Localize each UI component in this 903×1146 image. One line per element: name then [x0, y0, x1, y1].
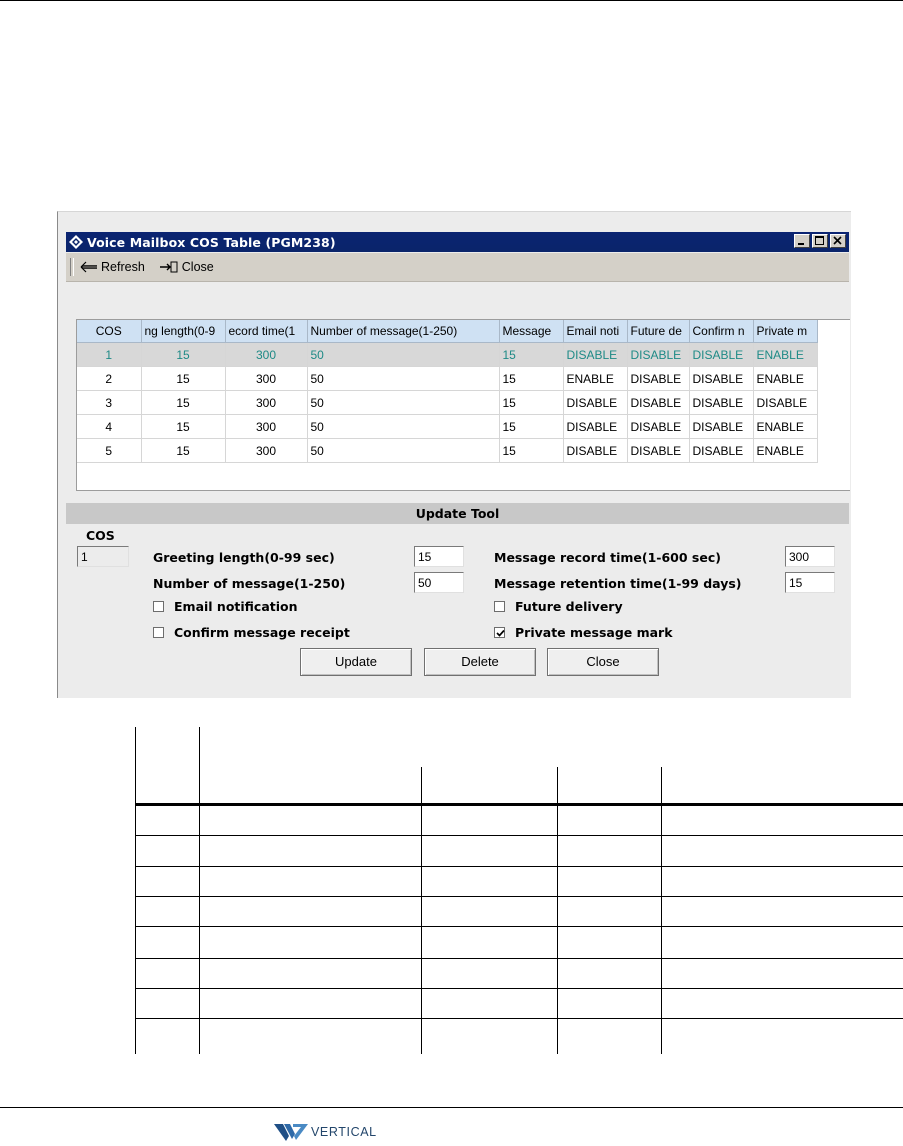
cell-private: ENABLE [753, 343, 817, 367]
close-icon [833, 236, 843, 246]
close-window-button[interactable] [830, 234, 846, 248]
cell-email: DISABLE [563, 415, 627, 439]
confirm-receipt-checkbox[interactable] [153, 625, 350, 640]
cell-greeting: 15 [141, 415, 225, 439]
col-header-future-delivery[interactable]: Future de [627, 320, 689, 343]
private-mark-label: Private message mark [515, 625, 673, 640]
cell-confirm: DISABLE [689, 391, 753, 415]
cell-email: DISABLE [563, 391, 627, 415]
cos-grid [77, 320, 818, 463]
window-title: Voice Mailbox COS Table (PGM238) [87, 234, 336, 250]
refresh-button[interactable] [80, 260, 145, 274]
refresh-label: Refresh [101, 260, 145, 274]
cell-private: ENABLE [753, 367, 817, 391]
email-notification-checkbox[interactable] [153, 599, 298, 614]
cell-retention: 15 [499, 439, 563, 463]
future-delivery-label: Future delivery [515, 599, 623, 614]
number-of-message-label: Number of message(1-250) [153, 576, 346, 591]
minimize-button[interactable] [794, 234, 810, 248]
empty-document-table [135, 727, 903, 1054]
future-delivery-box[interactable] [494, 601, 505, 612]
update-button[interactable]: Update [300, 648, 412, 676]
voice-mailbox-cos-window [66, 232, 849, 698]
cos-label: COS [86, 528, 115, 543]
table-rule [135, 926, 903, 927]
page-top-rule [0, 0, 903, 1]
table-row[interactable] [77, 391, 817, 415]
cell-retention: 15 [499, 367, 563, 391]
grid-header-row [77, 320, 817, 343]
table-rule [135, 958, 903, 959]
cell-record: 300 [225, 343, 307, 367]
table-rule [135, 866, 903, 867]
col-header-private-mark[interactable]: Private m [753, 320, 817, 343]
toolbar-close-button[interactable] [159, 260, 214, 274]
table-rule [135, 896, 903, 897]
cell-record: 300 [225, 391, 307, 415]
confirm-receipt-label: Confirm message receipt [174, 625, 350, 640]
table-row[interactable] [77, 439, 817, 463]
cell-confirm: DISABLE [689, 439, 753, 463]
cell-retention: 15 [499, 415, 563, 439]
cell-cos: 1 [77, 343, 141, 367]
cell-number: 50 [307, 343, 499, 367]
cell-confirm: DISABLE [689, 343, 753, 367]
email-notification-box[interactable] [153, 601, 164, 612]
table-row[interactable] [77, 343, 817, 367]
table-rule [135, 835, 903, 836]
cell-number: 50 [307, 391, 499, 415]
cell-cos: 3 [77, 391, 141, 415]
table-rule [661, 767, 662, 1054]
table-rule [135, 988, 903, 989]
cell-confirm: DISABLE [689, 367, 753, 391]
minimize-icon [797, 236, 807, 246]
col-header-message-retention[interactable]: Message [499, 320, 563, 343]
cos-field[interactable] [77, 546, 129, 567]
table-row[interactable] [77, 367, 817, 391]
exit-door-icon [159, 261, 179, 273]
greeting-length-label: Greeting length(0-99 sec) [153, 550, 335, 565]
record-time-input[interactable] [785, 546, 835, 567]
table-rule [199, 727, 200, 1054]
update-tool-header: Update Tool [66, 503, 849, 524]
page-bottom-rule [0, 1107, 903, 1108]
maximize-icon [815, 236, 825, 246]
cell-number: 50 [307, 367, 499, 391]
cell-greeting: 15 [141, 439, 225, 463]
col-header-greeting-length[interactable]: ng length(0-9 [141, 320, 225, 343]
col-header-record-time[interactable]: ecord time(1 [225, 320, 307, 343]
private-mark-box[interactable] [494, 627, 505, 638]
cell-cos: 5 [77, 439, 141, 463]
cell-retention: 15 [499, 343, 563, 367]
cell-cos: 4 [77, 415, 141, 439]
cell-future: DISABLE [627, 343, 689, 367]
cell-future: DISABLE [627, 439, 689, 463]
cell-greeting: 15 [141, 367, 225, 391]
cell-cos: 2 [77, 367, 141, 391]
cell-record: 300 [225, 367, 307, 391]
col-header-email-notification[interactable]: Email noti [563, 320, 627, 343]
private-mark-checkbox[interactable] [494, 625, 673, 640]
table-rule [135, 1018, 903, 1019]
vertical-logo-icon [274, 1122, 308, 1142]
table-rule [421, 767, 422, 1054]
number-of-message-input[interactable] [414, 572, 464, 593]
cell-record: 300 [225, 439, 307, 463]
retention-time-input[interactable] [785, 572, 835, 593]
email-notification-label: Email notification [174, 599, 298, 614]
cell-future: DISABLE [627, 391, 689, 415]
cos-table[interactable] [76, 319, 850, 491]
screenshot-frame [57, 211, 851, 698]
cell-confirm: DISABLE [689, 415, 753, 439]
retention-time-label: Message retention time(1-99 days) [494, 576, 742, 591]
table-row[interactable] [77, 415, 817, 439]
greeting-length-input[interactable] [414, 546, 464, 567]
checkmark-icon [495, 628, 506, 639]
cell-greeting: 15 [141, 391, 225, 415]
cell-retention: 15 [499, 391, 563, 415]
cell-email: ENABLE [563, 367, 627, 391]
cell-future: DISABLE [627, 367, 689, 391]
table-rule [135, 727, 136, 1054]
col-header-number-of-message[interactable]: Number of message(1-250) [307, 320, 499, 343]
toolbar-grip [70, 258, 74, 276]
close-button[interactable]: Close [547, 648, 659, 676]
refresh-arrow-icon [80, 261, 98, 273]
cell-number: 50 [307, 415, 499, 439]
cell-private: ENABLE [753, 415, 817, 439]
cell-greeting: 15 [141, 343, 225, 367]
cell-email: DISABLE [563, 439, 627, 463]
cell-future: DISABLE [627, 415, 689, 439]
cell-record: 300 [225, 415, 307, 439]
cell-private: ENABLE [753, 439, 817, 463]
logo-text: VERTICAL [311, 1125, 377, 1139]
record-time-label: Message record time(1-600 sec) [494, 550, 721, 565]
titlebar [66, 232, 849, 252]
cell-number: 50 [307, 439, 499, 463]
future-delivery-checkbox[interactable] [494, 599, 623, 614]
vertical-logo [274, 1122, 377, 1142]
app-icon [69, 235, 83, 249]
delete-button[interactable]: Delete [424, 648, 536, 676]
maximize-button[interactable] [812, 234, 828, 248]
confirm-receipt-box[interactable] [153, 627, 164, 638]
table-header-rule [135, 803, 903, 806]
col-header-cos[interactable]: COS [77, 320, 141, 343]
cell-private: DISABLE [753, 391, 817, 415]
toolbar-close-label: Close [181, 260, 214, 274]
toolbar [66, 253, 849, 282]
col-header-confirm-receipt[interactable]: Confirm n [689, 320, 753, 343]
table-rule [557, 767, 558, 1054]
cell-email: DISABLE [563, 343, 627, 367]
